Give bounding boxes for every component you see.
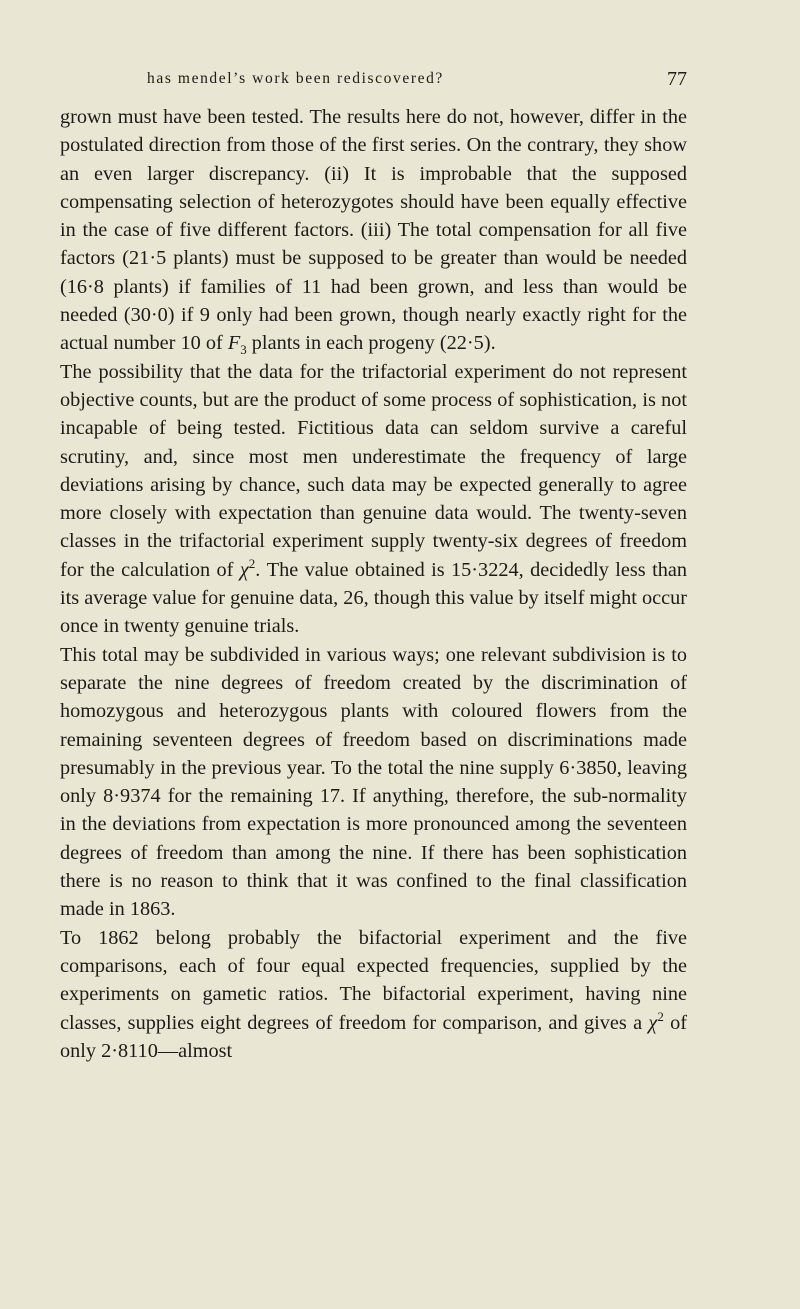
- paragraph-2-end: . The value obtained is 15·3224, decidedly less than its average value for genuine data, 26, though this value by itself might occur once in twenty genuine trials.: [60, 558, 687, 638]
- paragraph-1: [60, 103, 687, 358]
- chi-exponent-2: 2: [657, 1008, 664, 1024]
- f3-subscript: 3: [240, 342, 247, 358]
- body-text: [60, 103, 687, 1065]
- chi-symbol-2: χ: [648, 1011, 658, 1034]
- paragraph-1-text: grown must have been tested. The results here do not, however, differ in the postulated direction from those of the first series. On the contrary, they show an even larger discrepancy. (ii) It is improbable that the supposed compensating selection of heterozygotes should have been equally effective in the case of five different factors. (iii) The total compensation for all five factors (21·5 plants) must be supposed to be greater than would be needed (16·8 plants) if families of 11 had been grown, and less than would be needed (30·0) if 9 only had been grown, though nearly exactly right for the actual number 10 of: [60, 106, 687, 355]
- paragraph-3: This total may be subdivided in various ways; one relevant subdivision is to separate the nine degrees of freedom created by the discrimination of homozygous and heterozygous plants with coloured flowers from the remaining seventeen degrees of freedom based on discriminations made presumably in the previous year. To the total the nine supply 6·3850, leaving only 8·9374 for the remaining 17. If anything, therefore, the sub-normality in the deviations from expectation is more pronounced among the seventeen degrees of freedom than among the nine. If there has been sophistication there is no reason to think that it was confined to the final classification made in 1863.: [60, 643, 687, 921]
- page-header: [147, 62, 687, 92]
- paragraph-2-text: The possibility that the data for the trifactorial experiment do not represent objective counts, but are the product of some process of sophistication, is not incapable of being tested. Fictitious data can seldom survive a careful scrutiny, and, since most men underestimate the frequency of large deviations arising by chance, such data may be expected generally to agree more closely with expectation than genuine data would. The twenty-seven classes in the trifactorial experiment supply twenty-six degrees of freedom for the calculation of: [60, 360, 687, 581]
- paragraph-1-end: plants in each progeny (22·5).: [246, 332, 496, 355]
- running-head: has mendel’s work been rediscovered?: [147, 70, 444, 87]
- paragraph-4-end: of only 2·8110—almost: [60, 1011, 687, 1062]
- f3-letter: F: [227, 332, 241, 355]
- page-number: 77: [667, 68, 687, 90]
- f3-symbol: [228, 332, 240, 354]
- paragraph-4: [60, 924, 687, 1065]
- chi-exponent: 2: [248, 555, 256, 571]
- paragraph-4-text: To 1862 belong probably the bifactorial experiment and the five comparisons, each of four equal expected frequencies, supplied by the experiments on gametic ratios. The bifactorial experiment, having nine classes, supplies eight degrees of freedom for comparison, and gives a: [60, 926, 687, 1034]
- paragraph-2: [60, 358, 687, 641]
- chi-symbol: χ: [239, 558, 249, 581]
